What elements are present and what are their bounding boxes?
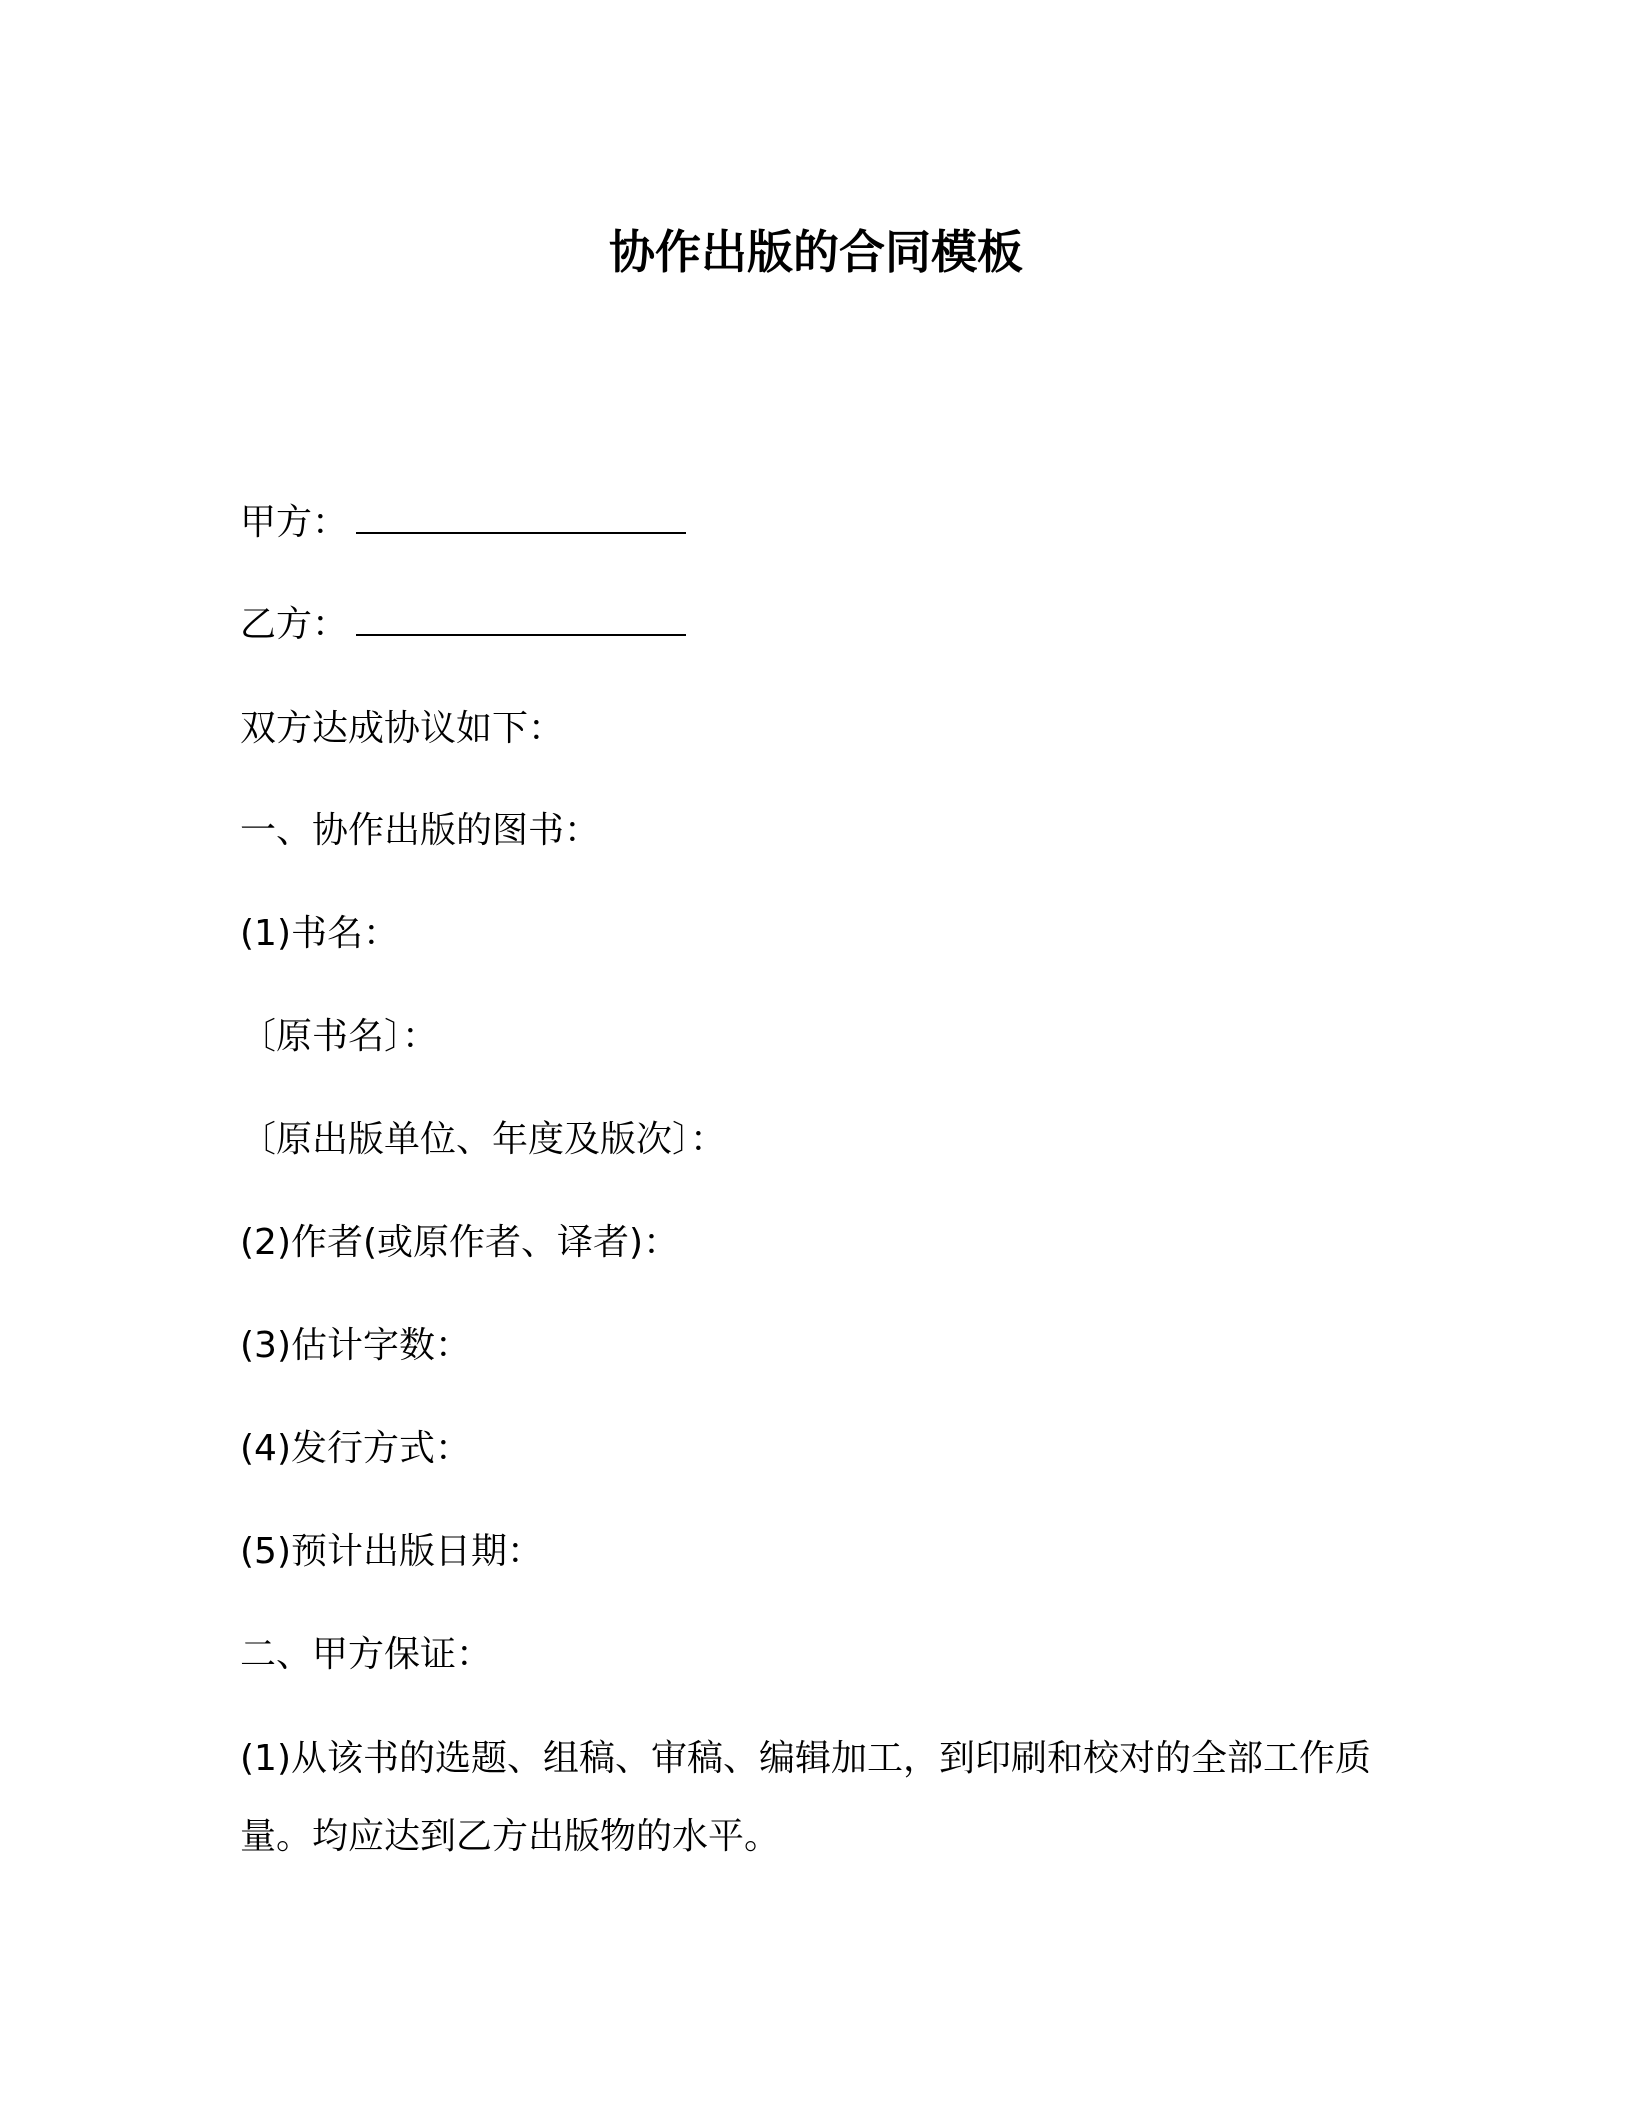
item3-word-count: (3)估计字数：	[240, 1325, 471, 1366]
agreement-intro: 双方达成协议如下：	[240, 708, 565, 749]
party-a-line	[240, 498, 686, 548]
section2-heading: 二、甲方保证：	[240, 1634, 493, 1675]
item1-book-name: (1)书名：	[240, 913, 399, 954]
party-b-blank	[356, 604, 686, 636]
item4-distribution: (4)发行方式：	[240, 1428, 471, 1469]
item5-publish-date: (5)预计出版日期：	[240, 1531, 543, 1572]
document-title: 协作出版的合同模板	[609, 225, 1023, 279]
section2-item1: (1)从该书的选题、组稿、审稿、编辑加工，到印刷和校对的全部工作质量。均应达到乙方出版物的水平。	[240, 1738, 1371, 1857]
item1-original-title: 〔原书名〕：	[240, 1016, 439, 1057]
item1-original-publisher: 〔原出版单位、年度及版次〕：	[240, 1119, 727, 1160]
party-a-label: 甲方：	[240, 502, 349, 543]
party-b-label: 乙方：	[240, 604, 349, 645]
section1-heading: 一、协作出版的图书：	[240, 810, 601, 851]
party-b-line	[240, 600, 686, 650]
item2-author: (2)作者(或原作者、译者)：	[240, 1222, 680, 1263]
party-a-blank	[356, 502, 686, 534]
